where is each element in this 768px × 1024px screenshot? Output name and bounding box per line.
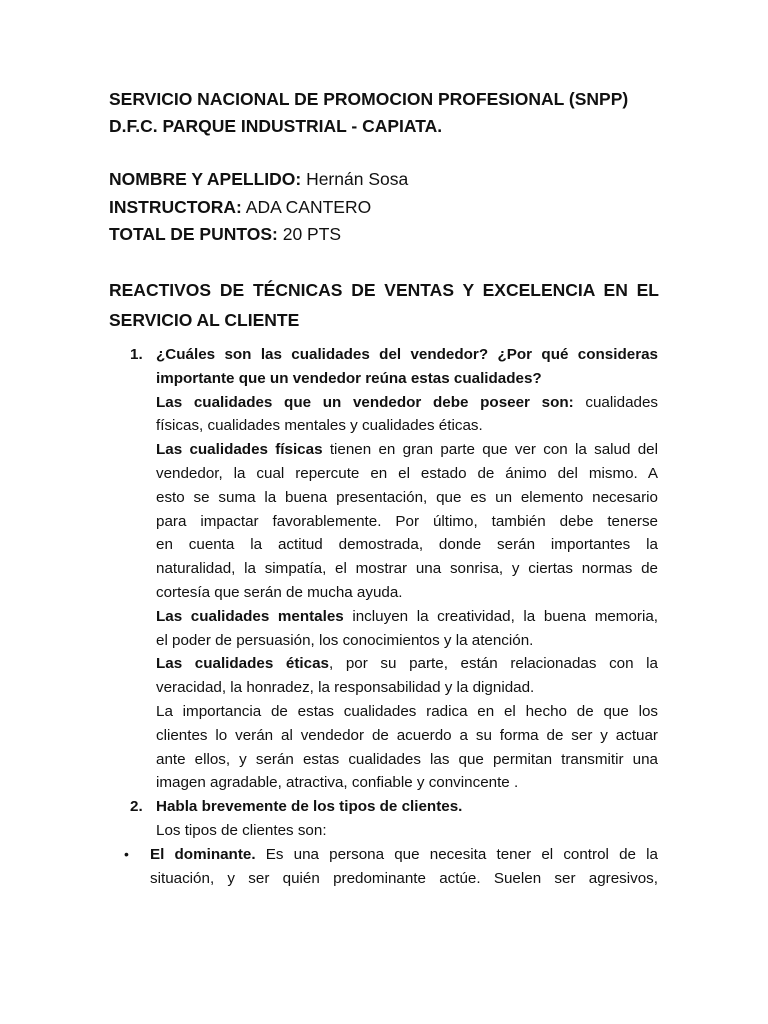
question-number: 2. <box>130 798 143 816</box>
answer-line: cortesía que serán de mucha ayuda. <box>156 583 403 601</box>
instructor-value: ADA CANTERO <box>241 196 372 217</box>
answer-line: La importancia de estas cualidades radica en el hecho de que los <box>156 702 658 720</box>
title-line-1: REACTIVOS DE TÉCNICAS DE VENTAS Y EXCELENCIA EN EL <box>109 280 659 300</box>
question-body <box>156 795 658 843</box>
answer-emphasis: Las cualidades que un vendedor debe poseer son: <box>156 393 574 411</box>
answer-line: ante ellos, y serán estas cualidades las que permitan transmitir una <box>156 750 658 768</box>
total-points-row <box>109 221 408 249</box>
answer-text: cualidades <box>573 393 659 411</box>
institution-name: SERVICIO NACIONAL DE PROMOCION PROFESIONAL (SNPP) <box>109 89 629 109</box>
total-points-label: TOTAL DE PUNTOS: <box>109 224 278 244</box>
student-name-value: Hernán Sosa <box>301 169 409 189</box>
answer-line: esto se suma la buena presentación, que es un elemento necesario <box>156 488 658 506</box>
answer-emphasis: Las cualidades mentales <box>156 607 344 625</box>
answer-line: físicas, cualidades mentales y cualidades éticas. <box>156 417 483 435</box>
answer-text: , por su parte, están relacionadas con la <box>329 655 658 673</box>
question-body <box>156 343 658 795</box>
answer-line <box>156 652 658 676</box>
answer-text: Es una persona que necesita tener el control de la <box>255 845 658 863</box>
bullet-icon: • <box>124 845 129 862</box>
answer-line <box>156 391 658 415</box>
document-title <box>109 275 659 335</box>
instructor-row <box>109 194 408 222</box>
answer-line: en cuenta la actitud demostrada, donde serán importantes la <box>156 536 658 554</box>
answer-paragraph <box>156 605 658 653</box>
question-number: 1. <box>130 346 143 363</box>
answer-text: incluyen la creatividad, la buena memoria, <box>343 607 658 625</box>
answer-line <box>150 843 658 867</box>
question-line: importante que un vendedor reúna estas cualidades? <box>156 369 542 387</box>
question-text: Habla brevemente de los tipos de clientes. <box>156 798 463 816</box>
answer-emphasis: El dominante. <box>150 845 256 863</box>
answer-line: para impactar favorablemente. Por último, también debe tenerse <box>156 512 658 530</box>
answer-intro: Los tipos de clientes son: <box>156 821 327 839</box>
answer-line <box>156 438 658 462</box>
answer-emphasis: Las cualidades éticas <box>156 655 329 673</box>
student-name-row <box>109 166 408 194</box>
answer-line: imagen agradable, atractiva, confiable y convincente . <box>156 774 519 792</box>
question-1 <box>130 343 658 795</box>
answer-text: tienen en gran parte que ver con la salud del <box>322 441 658 459</box>
question-line: ¿Cuáles son las cualidades del vendedor? ¿Por qué consideras <box>156 346 658 363</box>
answer-paragraph <box>156 391 658 439</box>
student-info <box>109 166 408 249</box>
answer-line: vendedor, la cual repercute en el estado de ánimo del mismo. A <box>156 464 658 482</box>
institution-header <box>109 86 628 140</box>
question-list <box>124 343 659 890</box>
student-name-label: NOMBRE Y APELLIDO: <box>109 169 302 189</box>
answer-emphasis: Las cualidades físicas <box>156 441 323 459</box>
answer-line: clientes lo verán al vendedor de acuerdo a su forma de ser y actuar <box>156 726 658 744</box>
answer-line: naturalidad, la simpatía, el mostrar una sonrisa, y ciertas normas de <box>156 560 658 578</box>
client-type-dominant <box>124 843 658 891</box>
answer-line: veracidad, la honradez, la responsabilidad y la dignidad. <box>156 679 535 697</box>
answer-paragraph <box>156 700 658 795</box>
answer-line: el poder de persuasión, los conocimientos y la atención. <box>156 631 534 649</box>
bullet-text <box>150 843 658 891</box>
answer-paragraph <box>156 652 658 700</box>
total-points-value: 20 PTS <box>277 224 342 244</box>
question-text <box>156 343 658 391</box>
institution-branch: D.F.C. PARQUE INDUSTRIAL - CAPIATA. <box>109 116 443 136</box>
answer-line <box>156 605 658 629</box>
answer-paragraph <box>156 438 658 605</box>
title-line-2: SERVICIO AL CLIENTE <box>109 310 300 330</box>
instructor-label: INSTRUCTORA: <box>109 196 242 217</box>
answer-line: situación, y ser quién predominante actúe. Suelen ser agresivos, <box>150 869 658 887</box>
question-2 <box>130 795 658 843</box>
